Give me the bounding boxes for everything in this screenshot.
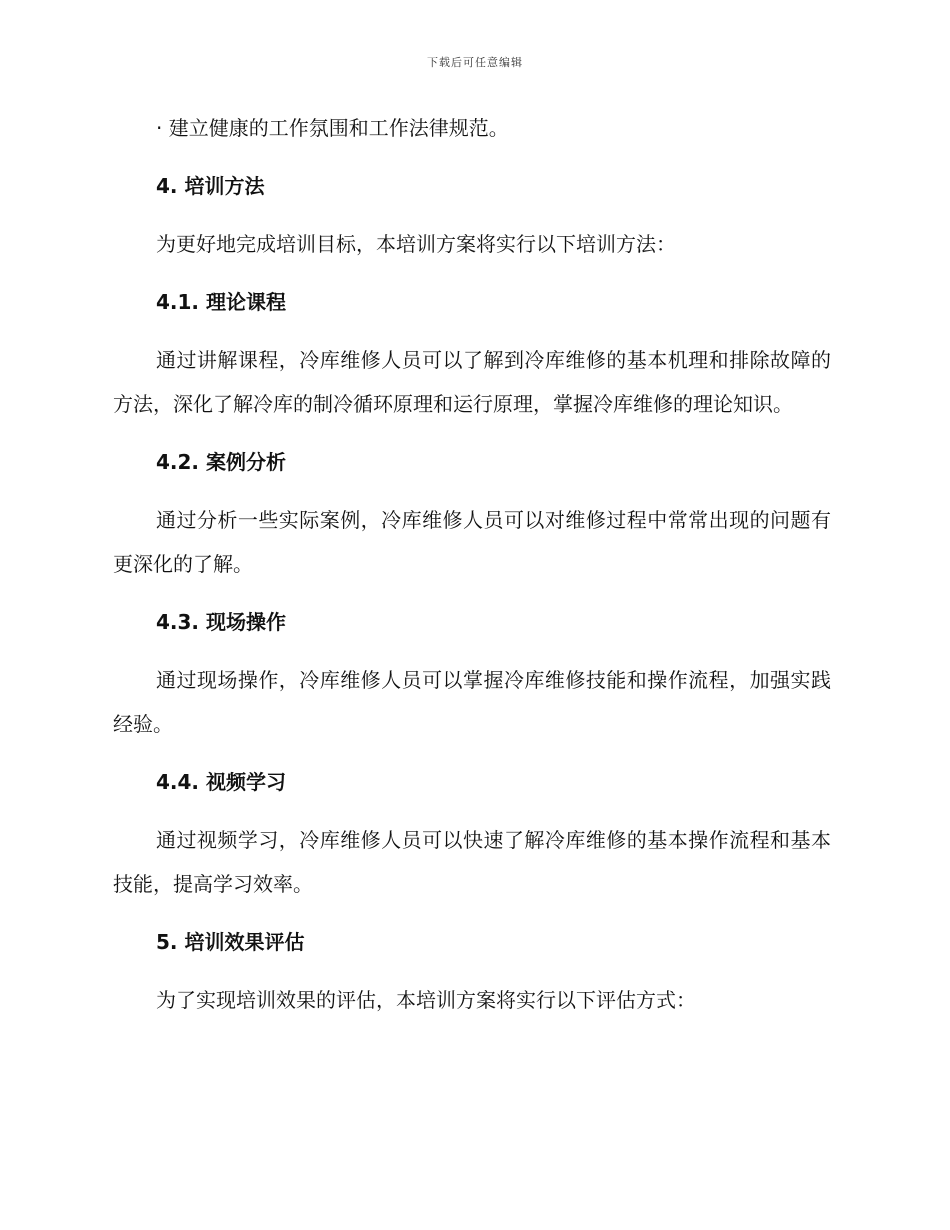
body-paragraph: 为更好地完成培训目标，本培训方案将实行以下培训方法： <box>156 232 676 256</box>
body-paragraph: 通过分析一些实际案例，冷库维修人员可以对维修过程中常常出现的问题有更深化的了解。 <box>113 508 831 576</box>
body-paragraph: 通过现场操作，冷库维修人员可以掌握冷库维修技能和操作流程，加强实践经验。 <box>113 668 831 736</box>
subsection-heading-4-3: 4.3. 现场操作 <box>156 610 286 634</box>
subsection-heading-4-2: 4.2. 案例分析 <box>156 450 286 474</box>
bullet-paragraph: · 建立健康的工作氛围和工作法律规范。 <box>156 116 509 140</box>
body-paragraph: 为了实现培训效果的评估，本培训方案将实行以下评估方式： <box>156 988 696 1012</box>
page-header: 下载后可任意编辑 <box>427 56 523 69</box>
document-body <box>113 106 831 1036</box>
section-heading-4: 4. 培训方法 <box>156 174 265 198</box>
body-paragraph: 通过视频学习，冷库维修人员可以快速了解冷库维修的基本操作流程和基本技能，提高学习效率。 <box>113 828 831 896</box>
section-heading-5: 5. 培训效果评估 <box>156 930 305 954</box>
subsection-heading-4-1: 4.1. 理论课程 <box>156 290 286 314</box>
body-paragraph: 通过讲解课程，冷库维修人员可以了解到冷库维修的基本机理和排除故障的方法，深化了解冷库的制冷循环原理和运行原理，掌握冷库维修的理论知识。 <box>113 348 831 416</box>
subsection-heading-4-4: 4.4. 视频学习 <box>156 770 286 794</box>
